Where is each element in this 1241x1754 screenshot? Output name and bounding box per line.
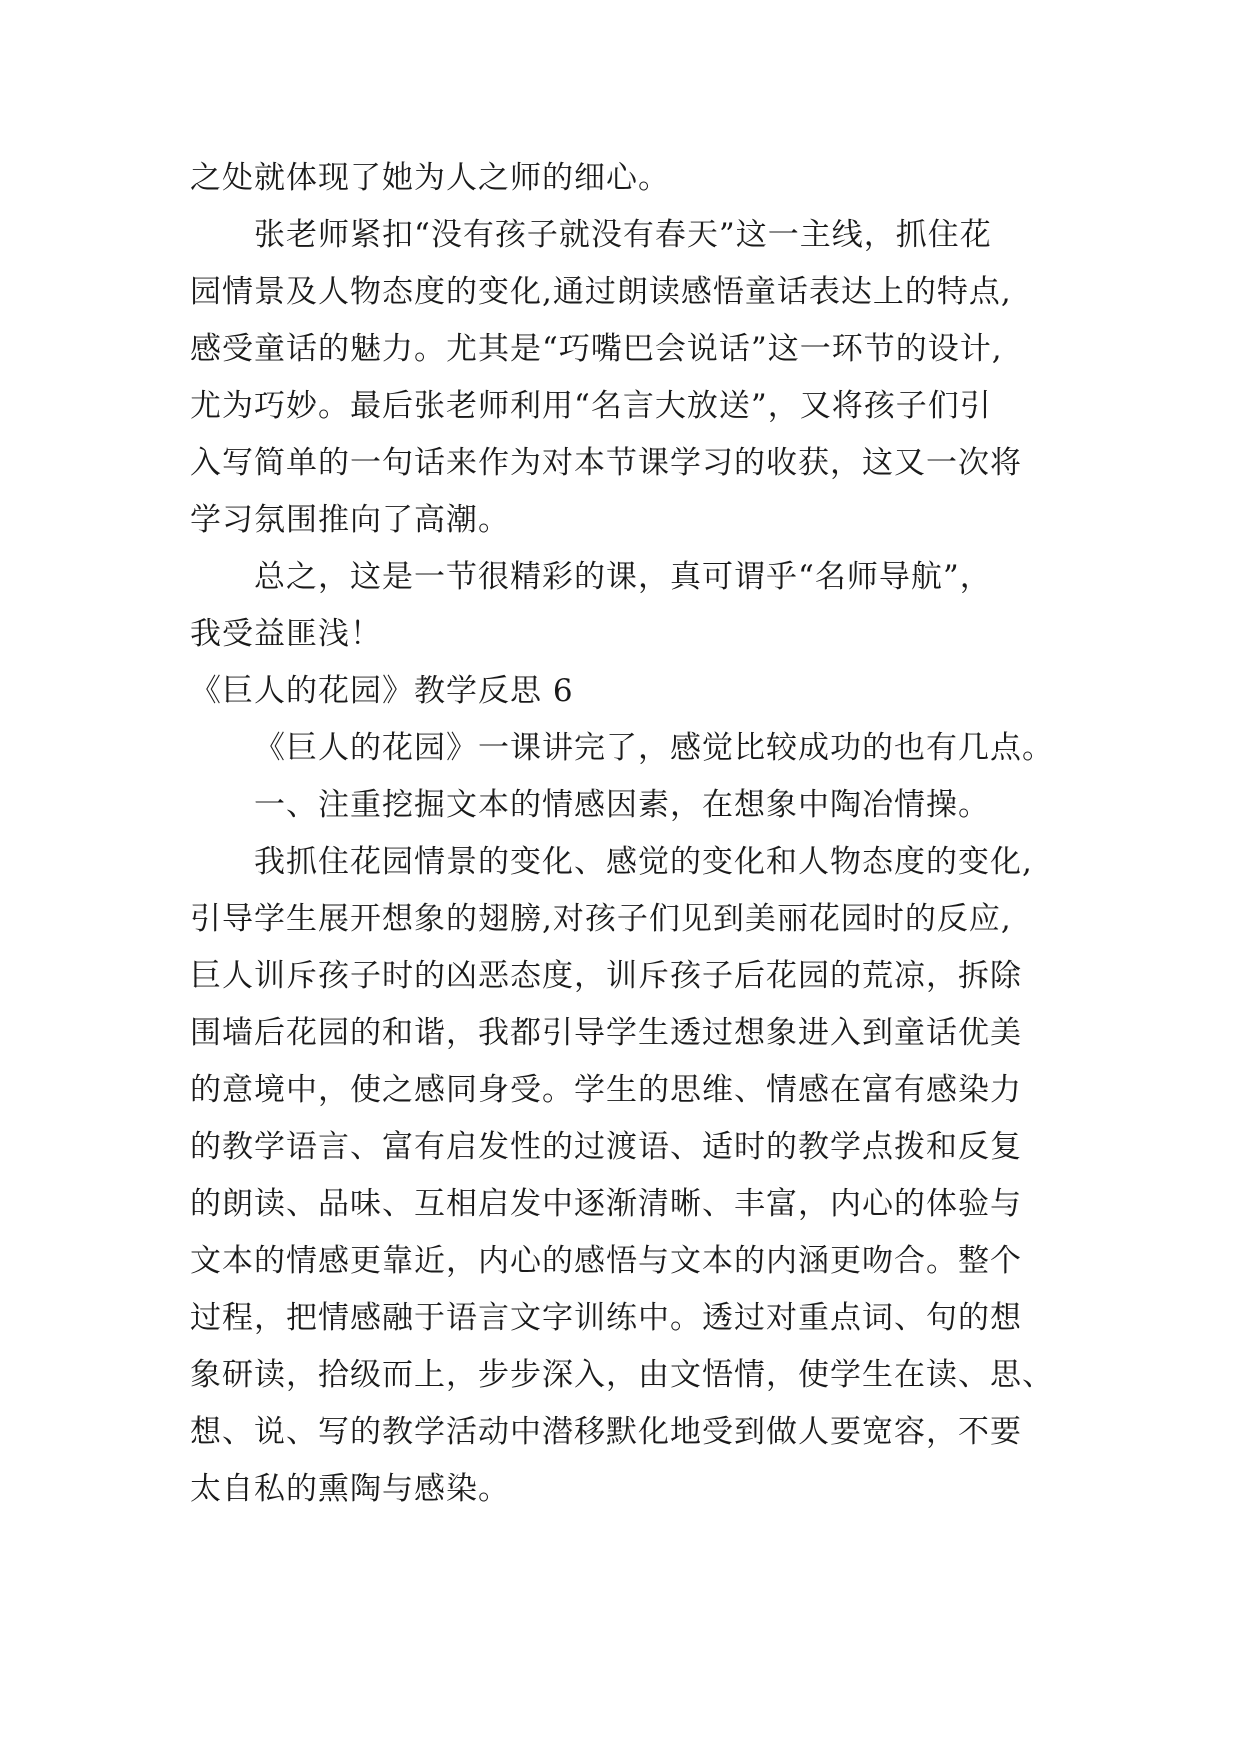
paragraph-line: 想、说、写的教学活动中潜移默化地受到做人要宽容，不要 xyxy=(190,1414,1022,1450)
paragraph-line: 园情景及人物态度的变化,通过朗读感悟童话表达上的特点, xyxy=(190,274,1012,310)
paragraph-line: 文本的情感更靠近，内心的感悟与文本的内涵更吻合。整个 xyxy=(190,1243,1022,1279)
paragraph-line: 围墙后花园的和谐，我都引导学生透过想象进入到童话优美 xyxy=(190,1015,1022,1051)
paragraph-line: 引导学生展开想象的翅膀,对孩子们见到美丽花园时的反应, xyxy=(190,901,1012,937)
paragraph-line: 学习氛围推向了高潮。 xyxy=(190,502,510,538)
paragraph-line: 的教学语言、富有启发性的过渡语、适时的教学点拨和反复 xyxy=(190,1129,1022,1165)
paragraph-line: 一、注重挖掘文本的情感因素，在想象中陶冶情操。 xyxy=(254,787,990,823)
paragraph-line: 我受益匪浅！ xyxy=(190,616,382,652)
paragraph-line: 入写简单的一句话来作为对本节课学习的收获，这又一次将 xyxy=(190,445,1022,481)
paragraph-line: 之处就体现了她为人之师的细心。 xyxy=(190,160,670,196)
paragraph-line: 的意境中，使之感同身受。学生的思维、情感在富有感染力 xyxy=(190,1072,1022,1108)
paragraph-line: 太自私的熏陶与感染。 xyxy=(190,1471,510,1507)
paragraph-line: 我抓住花园情景的变化、感觉的变化和人物态度的变化, xyxy=(254,844,1033,880)
paragraph-line: 巨人训斥孩子时的凶恶态度，训斥孩子后花园的荒凉，拆除 xyxy=(190,958,1022,994)
paragraph-line: 感受童话的魅力。尤其是“巧嘴巴会说话”这一环节的设计, xyxy=(190,331,1003,367)
paragraph-line: 张老师紧扣“没有孩子就没有春天”这一主线，抓住花 xyxy=(254,217,992,253)
document-body xyxy=(190,150,1090,1518)
paragraph-line: 过程，把情感融于语言文字训练中。透过对重点词、句的想 xyxy=(190,1300,1022,1336)
paragraph-line: 总之，这是一节很精彩的课，真可谓乎“名师导航”， xyxy=(254,559,992,595)
paragraph-line: 象研读，拾级而上，步步深入，由文悟情，使学生在读、思、 xyxy=(190,1357,1054,1393)
paragraph-line: 尤为巧妙。最后张老师利用“名言大放送”，又将孩子们引 xyxy=(190,388,992,424)
paragraph-line: 《巨人的花园》一课讲完了，感觉比较成功的也有几点。 xyxy=(254,730,1054,766)
paragraph-line: 的朗读、品味、互相启发中逐渐清晰、丰富，内心的体验与 xyxy=(190,1186,1022,1222)
section-title: 《巨人的花园》教学反思 6 xyxy=(190,673,574,709)
